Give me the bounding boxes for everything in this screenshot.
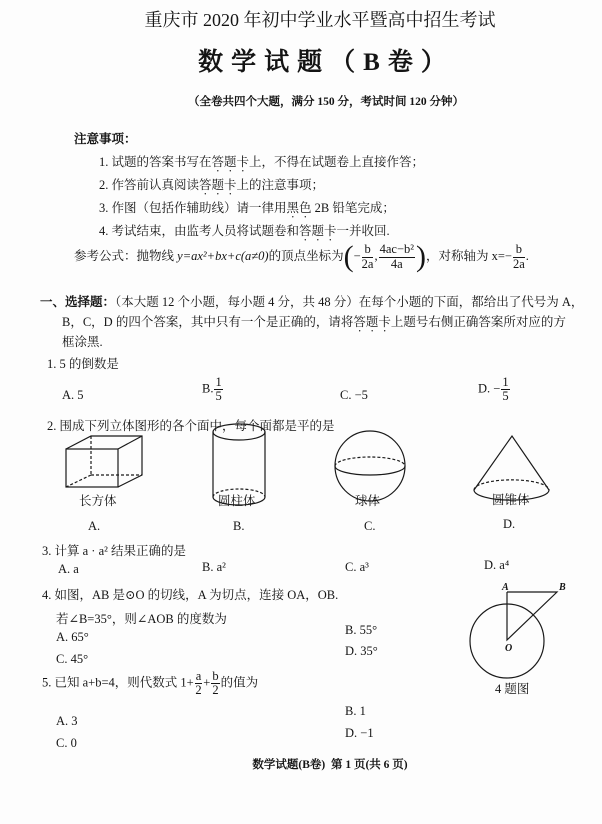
point-o-label: O xyxy=(505,643,513,654)
q1-option-d: D. − $\frac{1}{5}$ xyxy=(478,375,509,404)
q2-stem: 2. 围成下列立体图形的各个面中，每个面都是平的是 xyxy=(47,419,335,433)
q4-option-d: D. 35° xyxy=(345,644,378,658)
q3-option-b: B. a² xyxy=(202,560,226,574)
q2-option-c: C. xyxy=(364,519,376,533)
reference-formula: 参考公式：抛物线 y=ax²+bx+c(a≠0)的顶点坐标为(− $\frac{b}{2a}$ , $\frac{\text{4ac−b²}}{4a}$ )，对称轴为 x=− $\frac{b}{2a}$ . xyxy=(74,240,529,273)
q2-option-a: A. xyxy=(88,519,101,533)
q5-stem: 5. 已知 a+b=4，则代数式 1+ $\frac{a}{2}$ + $\frac{b}{2}$ 的值为 xyxy=(42,669,259,698)
section-intro: 一、选择题：（本大题 12 个小题，每小题 4 分，共 48 分）在每个小题的下面，都给出了代号为 A， xyxy=(40,295,584,309)
q4-stem-2: 若∠B=35°，则∠AOB 的度数为 xyxy=(56,612,227,626)
q3-stem: 3. 计算 a · a² 结果正确的是 xyxy=(42,544,187,558)
q1-stem: 1. 5 的倒数是 xyxy=(47,357,119,371)
notice-item: 2. 作答前认真阅读答题卡上的注意事项； xyxy=(99,178,325,192)
shape-label: 长方体 xyxy=(79,494,117,508)
q1-option-a: A. 5 xyxy=(62,388,84,402)
page-footer: 数学试题(B卷) 第 1 页(共 6 页) xyxy=(252,759,408,771)
point-b-label: B xyxy=(559,582,566,593)
q1-option-c: C. −5 xyxy=(340,388,368,402)
q4-option-c: C. 45° xyxy=(56,652,89,666)
q5-option-b: B. 1 xyxy=(345,704,366,718)
q3-option-c: C. a³ xyxy=(345,560,369,574)
q4-option-b: B. 55° xyxy=(345,623,378,637)
shape-label: 圆锥体 xyxy=(492,493,530,507)
shape-label: 圆柱体 xyxy=(218,494,256,508)
q5-option-d: D. −1 xyxy=(345,726,374,740)
section-intro-line2: B，C，D 的四个答案，其中只有一个是正确的，请将答题卡上题号右侧正确答案所对应的方 xyxy=(62,315,566,329)
exam-info: （全卷共四个大题，满分 150 分，考试时间 120 分钟） xyxy=(188,96,464,108)
q5-option-a: A. 3 xyxy=(56,714,78,728)
q2-option-b: B. xyxy=(233,519,245,533)
exam-title: 重庆市 2020 年初中学业水平暨高中招生考试 xyxy=(144,10,496,30)
q5-option-c: C. 0 xyxy=(56,736,77,750)
subject-title: 数学试题（B卷） xyxy=(198,49,454,76)
q4-stem: 4. 如图，AB 是⊙O 的切线，A 为切点，连接 OA，OB. xyxy=(42,588,339,602)
q4-option-a: A. 65° xyxy=(56,630,89,644)
point-a-label: A xyxy=(502,582,509,593)
q4-figure-caption: 4 题图 xyxy=(495,682,530,696)
notice-item: 1. 试题的答案书写在答题卡上，不得在试题卷上直接作答； xyxy=(99,155,425,169)
notice-item: 4. 考试结束，由监考人员将试题卷和答题卡一并收回. xyxy=(99,224,390,238)
notice-item: 3. 作图（包括作辅助线）请一律用黑色 2B 铅笔完成； xyxy=(99,201,395,215)
section-intro-line3: 框涂黑. xyxy=(62,335,103,349)
q2-option-d: D. xyxy=(503,517,516,531)
notice-heading: 注意事项： xyxy=(74,132,137,146)
q3-option-d: D. a⁴ xyxy=(484,558,510,572)
shape-label: 球体 xyxy=(355,494,381,508)
q1-option-b: B. $\frac{1}{5}$ xyxy=(202,375,222,404)
q3-option-a: A. a xyxy=(58,562,79,576)
